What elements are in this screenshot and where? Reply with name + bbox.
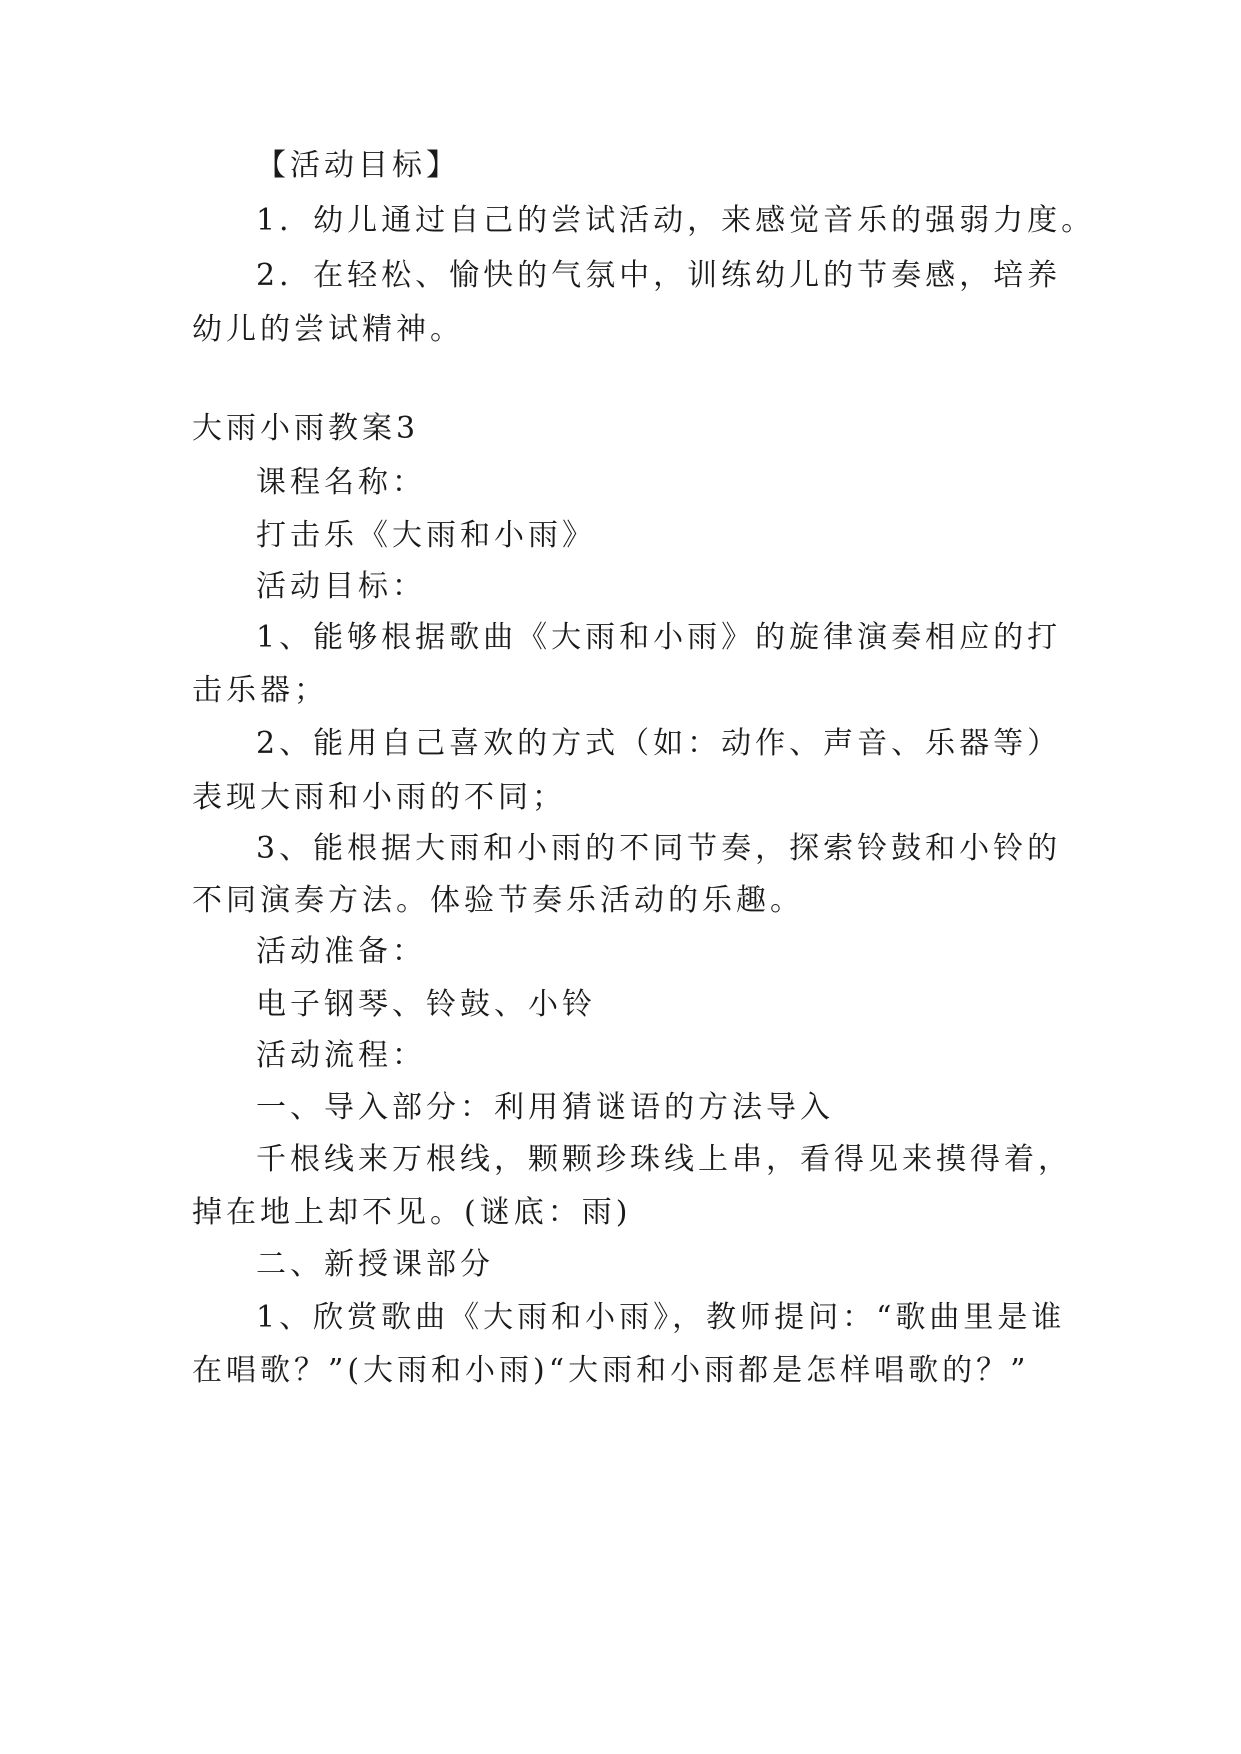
lesson-goal-1-line-1: 1、能够根据歌曲《大雨和小雨》的旋律演奏相应的打 (256, 620, 1062, 655)
goal-item-2-line-1: 2．在轻松、愉快的气氛中，训练幼儿的节奏感，培养 (256, 258, 1062, 293)
goals-label: 活动目标： (256, 569, 426, 604)
lesson-goal-3-line-1: 3、能根据大雨和小雨的不同节奏，探索铃鼓和小铃的 (256, 831, 1062, 866)
step-1-line-2: 在唱歌？”(大雨和小雨)“大雨和小雨都是怎样唱歌的？” (192, 1353, 1030, 1388)
riddle-line-1: 千根线来万根线，颗颗珍珠线上串，看得见来摸得着， (256, 1142, 1072, 1177)
part-1-heading: 一、导入部分：利用猜谜语的方法导入 (256, 1090, 834, 1125)
section-heading-activity-goals: 【活动目标】 (256, 148, 460, 183)
part-2-heading: 二、新授课部分 (256, 1247, 494, 1282)
course-name-label: 课程名称： (256, 465, 426, 500)
preparation-label: 活动准备： (256, 934, 426, 969)
flow-label: 活动流程： (256, 1038, 426, 1073)
lesson-title: 大雨小雨教案3 (192, 411, 420, 446)
lesson-goal-2-line-2: 表现大雨和小雨的不同； (192, 780, 566, 815)
step-1-line-1: 1、欣赏歌曲《大雨和小雨》，教师提问：“歌曲里是谁 (256, 1300, 1066, 1335)
goal-item-1: 1．幼儿通过自己的尝试活动，来感觉音乐的强弱力度。 (256, 203, 1096, 238)
lesson-goal-1-line-2: 击乐器； (192, 673, 328, 708)
goal-item-2-line-2: 幼儿的尝试精神。 (192, 312, 464, 347)
course-name: 打击乐《大雨和小雨》 (256, 518, 596, 553)
preparation-items: 电子钢琴、铃鼓、小铃 (256, 987, 596, 1022)
lesson-goal-2-line-1: 2、能用自己喜欢的方式（如：动作、声音、乐器等） (256, 726, 1062, 761)
riddle-line-2: 掉在地上却不见。(谜底：雨) (192, 1195, 632, 1230)
lesson-goal-3-line-2: 不同演奏方法。体验节奏乐活动的乐趣。 (192, 883, 804, 918)
